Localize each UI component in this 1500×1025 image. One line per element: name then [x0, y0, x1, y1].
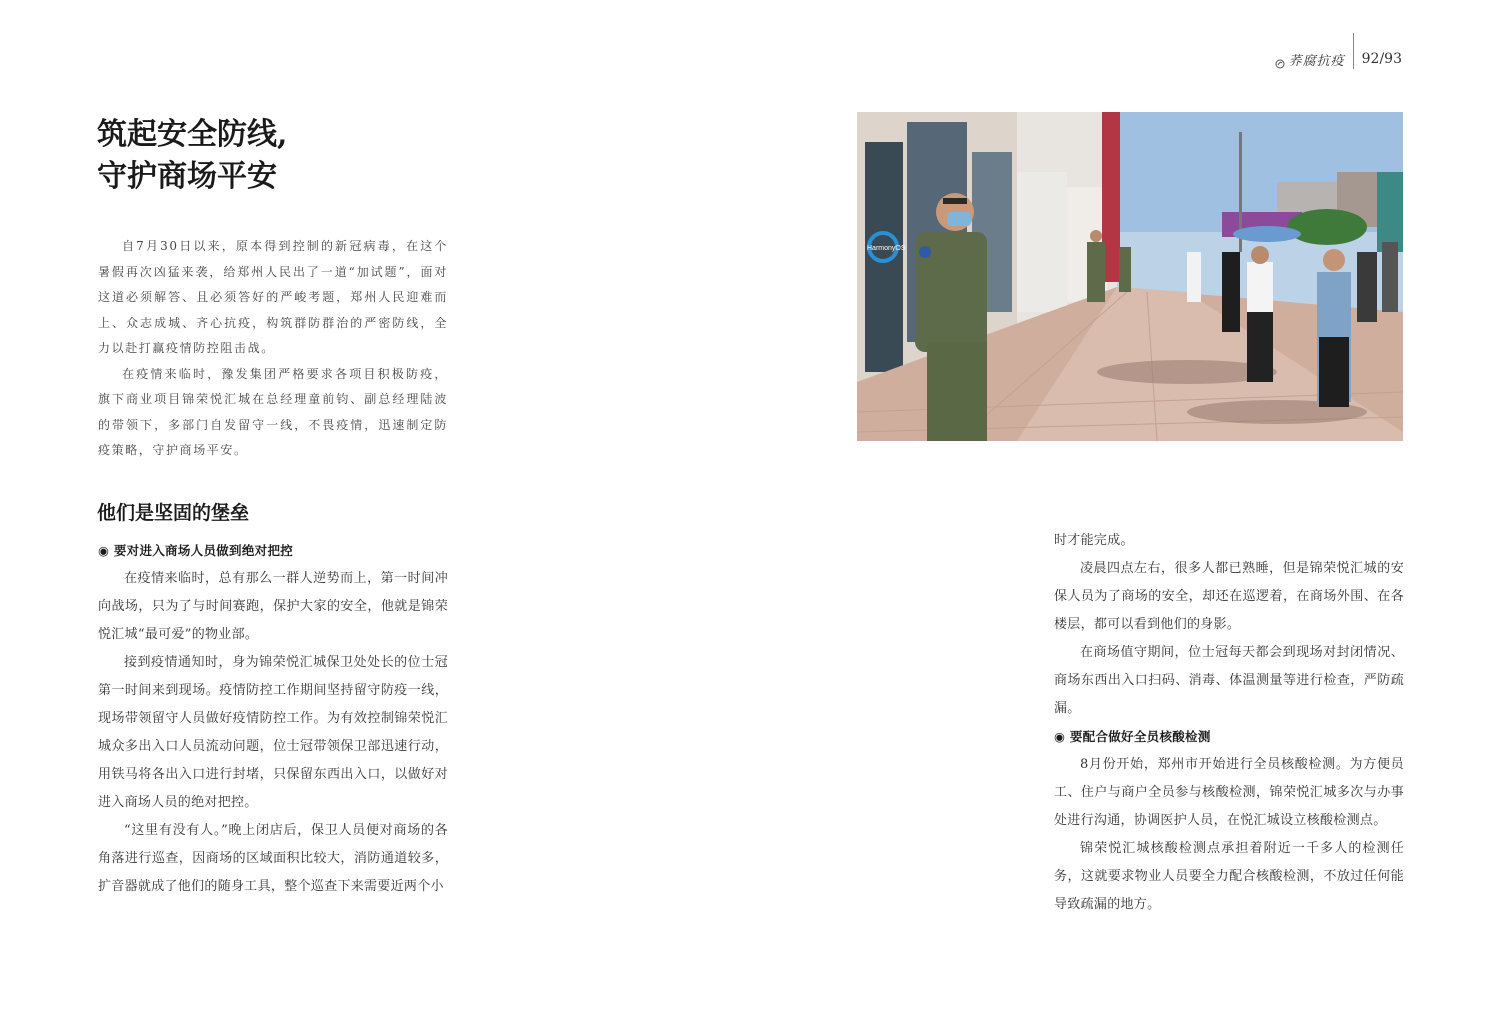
body-paragraph: 接到疫情通知时，身为锦荣悦汇城保卫处处长的位士冠第一时间来到现场。疫情防控工作期间坚持留守防疫一线，现场带领留守人员做好疫情防控工作。为有效控制锦荣悦汇城众多出入口人员流动问题，位士冠带领保卫部迅速行动，用铁马将各出入口进行封堵，只保留东西出入口，以做好对进入商场人员的绝对把控。	[98, 655, 448, 810]
page-header	[1275, 48, 1402, 70]
intro-paragraph: 自7月30日以来，原本得到控制的新冠病毒，在这个暑假再次凶猛来袭，给郑州人民出了一道“加试题”，面对这道必须解答、且必须答好的严峻考题，郑州人民迎难而上、众志成城、齐心抗疫，构筑群防群治的严密防线，全力以赴打赢疫情防控阻击战。	[98, 239, 448, 355]
body-paragraph: 在商场值守期间，位士冠每天都会到现场对封闭情况、商场东西出入口扫码、消毒、体温测量等进行检查，严防疏漏。	[1054, 645, 1404, 716]
header-divider	[1353, 33, 1354, 69]
title-line-1: 筑起安全防线,	[97, 117, 288, 152]
body-paragraph: 凌晨四点左右，很多人都已熟睡，但是锦荣悦汇城的安保人员为了商场的安全，却还在巡逻着，在商场外围、在各楼层，都可以看到他们的身影。	[1054, 561, 1404, 632]
title-line-2: 守护商场平安	[97, 159, 277, 194]
intro-paragraph: 在疫情来临时，豫发集团严格要求各项目积极防疫，旗下商业项目锦荣悦汇城在总经理童前钧、副总经理陆波的带领下，多部门自发留守一线，不畏疫情，迅速制定防疫策略，守护商场平安。	[98, 366, 448, 457]
body-paragraph: 在疫情来临时，总有那么一群人逆势而上，第一时间冲向战场，只为了与时间赛跑，保护大家的安全，他就是锦荣悦汇城“最可爱”的物业部。	[98, 571, 448, 642]
leaf-logo-icon	[1275, 54, 1285, 64]
page-numbers: 92/93	[1361, 51, 1402, 67]
right-column	[1054, 527, 1404, 919]
intro-text	[98, 234, 448, 464]
body-paragraph: 8月份开始，郑州市开始进行全员核酸检测。为方便员工、住户与商户全员参与核酸检测，锦荣悦汇城多次与办事处进行沟通，协调医护人员，在悦汇城设立核酸检测点。	[1054, 757, 1404, 828]
body-paragraph: “这里有没有人。”晚上闭店后，保卫人员便对商场的各角落进行巡查，因商场的区域面积比较大，消防通道较多，扩音器就成了他们的随身工具，整个巡查下来需要近两个小	[98, 823, 448, 894]
article-title	[97, 114, 287, 198]
bullet-heading: ◉ 要对进入商场人员做到绝对把控	[98, 543, 294, 558]
store-sign-text: HarmonyOS	[867, 245, 906, 252]
article-photo	[857, 112, 1403, 441]
body-paragraph: 锦荣悦汇城核酸检测点承担着附近一千多人的检测任务，这就要求物业人员要全力配合核酸检测，不放过任何能导致疏漏的地方。	[1054, 841, 1404, 912]
bullet-heading: ◉ 要配合做好全员核酸检测	[1054, 729, 1211, 744]
section-subtitle: 他们是坚固的堡垒	[97, 502, 250, 524]
section-name: 荞腐抗疫	[1288, 53, 1345, 69]
body-paragraph-continuation: 时才能完成。	[1054, 533, 1134, 548]
left-column	[98, 537, 448, 901]
